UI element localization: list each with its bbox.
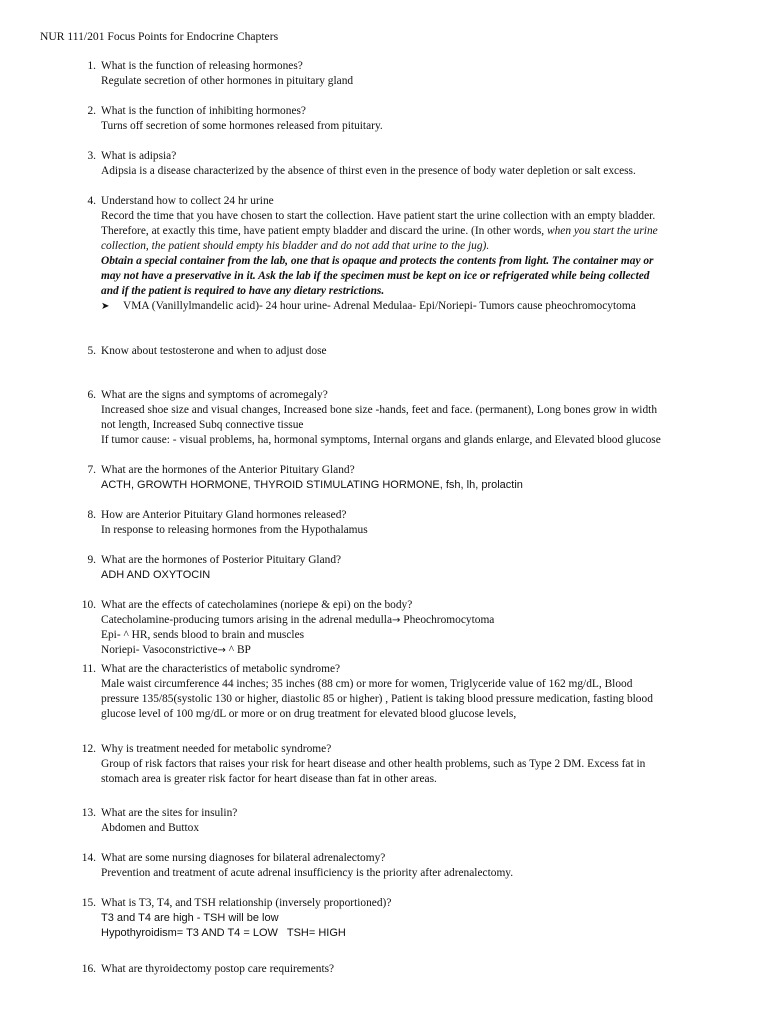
question-number: 4. [87, 195, 96, 207]
question-text: What is the function of inhibiting hormones? [101, 105, 306, 117]
document-title: NUR 111/201 Focus Points for Endocrine Chapters [40, 30, 279, 43]
question-text: Know about testosterone and when to adjust dose [101, 345, 327, 357]
question-number: 9. [87, 554, 96, 566]
answer-text: collection, the patient should empty his bladder and do not add that urine to the jug). [101, 240, 490, 252]
right-arrow-icon: → [217, 645, 226, 656]
question-text: What are the sites for insulin? [101, 807, 238, 819]
answer-text: Increased shoe size and visual changes, Increased bone size -hands, feet and face. (permanent), Long bones grow in width [101, 404, 658, 416]
answer-text: Noriepi- Vasoconstrictive→ ^ BP [101, 644, 251, 656]
question-number: 8. [87, 509, 96, 521]
answer-text: Regulate secretion of other hormones in pituitary gland [101, 75, 354, 87]
right-arrow-icon: → [392, 615, 401, 626]
question-number: 14. [81, 852, 96, 864]
answer-text: Turns off secretion of some hormones released from pituitary. [101, 120, 383, 132]
answer-text: Group of risk factors that raises your risk for heart disease and other health problems, such as Type 2 DM. Excess fat in [101, 758, 646, 770]
question-item [76, 104, 748, 134]
question-item [76, 59, 748, 89]
question-item [76, 149, 748, 179]
question-text: What are the signs and symptoms of acromegaly? [101, 389, 328, 401]
answer-text: not length, Increased Subq connective tissue [101, 419, 304, 431]
question-item [76, 896, 748, 941]
answer-text: Record the time that you have chosen to start the collection. Have patient start the urine collection with an empty bladder. [101, 210, 656, 222]
answer-text: Male waist circumference 44 inches; 35 inches (88 cm) or more for women, Triglyceride value of 162 mg/dL, Blood [101, 678, 633, 690]
question-item [76, 508, 748, 538]
question-item [76, 851, 748, 881]
question-number: 2. [87, 105, 96, 117]
answer-text: T3 and T4 are high - TSH will be low [101, 912, 279, 924]
question-item [76, 662, 748, 722]
question-text: How are Anterior Pituitary Gland hormones released? [101, 509, 347, 521]
answer-text: Epi- ^ HR, sends blood to brain and muscles [101, 629, 305, 641]
answer-text: glucose level of 100 mg/dL or more or on drug treatment for elevated blood glucose levels, [101, 708, 517, 720]
answer-text: If tumor cause: - visual problems, ha, hormonal symptoms, Internal organs and glands enlarge, and Elevated blood glucose [101, 434, 661, 446]
question-text: What is the function of releasing hormones? [101, 60, 303, 72]
answer-text: Abdomen and Buttox [101, 822, 200, 834]
question-item [76, 742, 748, 787]
question-text: What are the effects of catecholamines (noriepe & epi) on the body? [101, 599, 413, 611]
answer-text: Obtain a special container from the lab, one that is opaque and protects the contents from light. The container may or [101, 255, 654, 267]
question-number: 16. [81, 963, 96, 975]
question-item [76, 962, 748, 977]
answer-text: In response to releasing hormones from the Hypothalamus [101, 524, 368, 536]
question-text: What are some nursing diagnoses for bilateral adrenalectomy? [101, 852, 386, 864]
question-item [76, 344, 748, 359]
question-number: 5. [87, 345, 96, 357]
answer-text: ADH AND OXYTOCIN [101, 569, 211, 581]
question-number: 11. [82, 663, 96, 675]
question-number: 1. [87, 60, 96, 72]
answer-text: pressure 135/85(systolic 130 or higher, diastolic 85 or higher) , Patient is taking blood pressure medication, fasting blood [101, 693, 653, 705]
question-text: What are thyroidectomy postop care requirements? [101, 963, 335, 975]
answer-text: and if the patient is required to have any dietary restrictions. [101, 285, 385, 297]
answer-text: Hypothyroidism= T3 AND T4 = LOW TSH= HIGH [101, 927, 346, 939]
question-text: What is T3, T4, and TSH relationship (inversely proportioned)? [101, 897, 392, 909]
answer-text: ACTH, GROWTH HORMONE, THYROID STIMULATING HORMONE, fsh, lh, prolactin [101, 479, 523, 491]
question-number: 15. [81, 897, 96, 909]
answer-text: stomach area is greater risk factor for heart disease than fat in other areas. [101, 773, 437, 785]
question-number: 3. [87, 150, 96, 162]
question-item [76, 806, 748, 836]
question-text: Why is treatment needed for metabolic syndrome? [101, 743, 332, 755]
answer-text: Catecholamine-producing tumors arising in the adrenal medulla→ Pheochromocytoma [101, 614, 495, 626]
question-item [76, 553, 748, 583]
answer-text: may not have a preservative in it. Ask the lab if the specimen must be kept on ice or refrigerated while being collected [101, 270, 650, 282]
question-item [76, 194, 748, 314]
question-number: 12. [81, 743, 96, 755]
question-number: 7. [87, 464, 96, 476]
question-item [76, 598, 748, 658]
question-text: What is adipsia? [101, 150, 177, 162]
question-text: What are the characteristics of metabolic syndrome? [101, 663, 341, 675]
question-item [76, 463, 748, 493]
question-text: What are the hormones of Posterior Pituitary Gland? [101, 554, 342, 566]
question-item [76, 388, 748, 448]
question-number: 10. [81, 599, 96, 611]
answer-text: Prevention and treatment of acute adrenal insufficiency is the priority after adrenalectomy. [101, 867, 514, 879]
answer-text: Therefore, at exactly this time, have patient empty bladder and discard the urine. (In other words, when you start the urine [101, 225, 658, 237]
answer-text: Adipsia is a disease characterized by the absence of thirst even in the presence of body water depletion or salt excess. [101, 165, 636, 177]
arrow-bullet-icon: ➤ [101, 301, 110, 312]
question-text: What are the hormones of the Anterior Pituitary Gland? [101, 464, 355, 476]
question-number: 13. [81, 807, 96, 819]
question-number: 6. [87, 389, 96, 401]
question-text: Understand how to collect 24 hr urine [101, 195, 274, 207]
bullet-item: ➤ VMA (Vanillylmandelic acid)- 24 hour urine- Adrenal Medulaa- Epi/Noriepi- Tumors cause pheochromocytoma [101, 300, 636, 312]
